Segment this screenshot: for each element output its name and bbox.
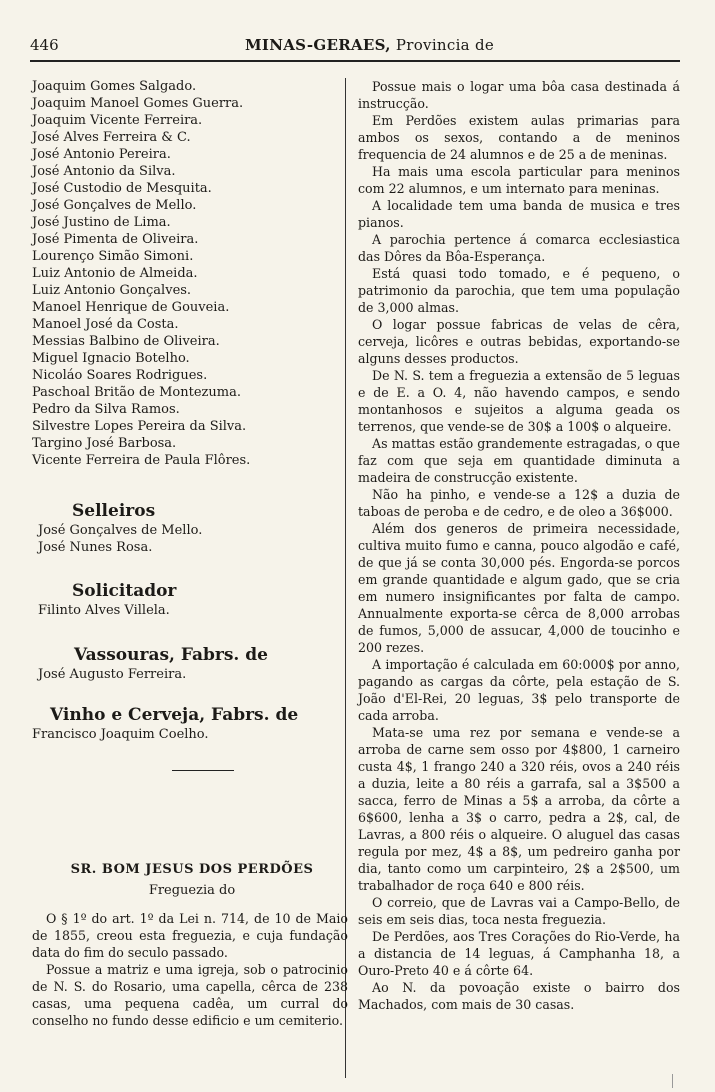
paragraph: A localidade tem uma banda de musica e tres pianos.: [358, 198, 680, 230]
list-item: Paschoal Britão de Montezuma.: [32, 385, 241, 400]
paragraph: O § 1º do art. 1º da Lei n. 714, de 10 de Maio de 1855, creou esta freguezia, e cuja fundação data do fim do seculo passado.: [32, 911, 348, 960]
list-item: Targino José Barbosa.: [32, 436, 177, 451]
section-title: Vinho e Cerveja, Fabrs. de: [50, 705, 299, 725]
list-item: Luiz Antonio de Almeida.: [32, 266, 198, 281]
list-item: José Justino de Lima.: [32, 215, 171, 230]
section-vassouras: [32, 644, 362, 683]
paragraph: Possue mais o logar uma bôa casa destinada á instrucção.: [358, 79, 680, 111]
paragraph: A importação é calculada em 60:000$ por anno, pagando as cargas da côrte, pela estação de S. João d'El-Rei, 20 leguas, 3$ pelo transporte de cada arroba.: [358, 657, 680, 723]
list-item: Joaquim Gomes Salgado.: [32, 79, 197, 94]
paragraph: Mata-se uma rez por semana e vende-se a arroba de carne sem osso por 4$800, 1 carneiro custa 4$, 1 frango 240 a 320 réis, ovos a 240 réis a duzia, leite a 80 réis a garrafa, sal a 3$500 a sacca, ferro de Minas a 5$ a arroba, da côrte a 6$600, lenha a 3$ o carro, pedra a 2$, cal, de Lavras, a 800 réis o alqueire. O aluguel das casas regula por mez, 4$ a 8$, um pedreiro ganha por dia, tanto como um carpinteiro, 2$ a 2$500, um trabalhador de roça 640 e 800 réis.: [358, 725, 680, 893]
list-item: Luiz Antonio Gonçalves.: [32, 283, 192, 298]
left-column: [32, 78, 352, 1028]
list-item: Nicoláo Soares Rodrigues.: [32, 368, 208, 383]
paragraph: Possue a matriz e uma igreja, sob o patrocinio de N. S. do Rosario, uma capella, cêrca de 238 casas, uma pequena cadêa, um curral do conselho no fundo desse edificio e um cemiterio.: [32, 962, 348, 1028]
paragraph: A parochia pertence á comarca ecclesiastica das Dôres da Bôa-Esperança.: [358, 232, 680, 264]
list-item: José Custodio de Mesquita.: [32, 181, 212, 196]
section-title: Selleiros: [72, 501, 156, 521]
paragraph: Não ha pinho, e vende-se a 12$ a duzia de taboas de peroba e de cedro, e de oleo a 36$000.: [358, 487, 680, 519]
list-item: José Nunes Rosa.: [38, 540, 153, 555]
list-item: José Gonçalves de Mello.: [38, 523, 203, 538]
page-edge-mark: [672, 1074, 673, 1088]
list-item: Silvestre Lopes Pereira da Silva.: [32, 419, 247, 434]
section-title: Solicitador: [72, 581, 177, 601]
list-item: Joaquim Vicente Ferreira.: [32, 113, 203, 128]
list-item: Miguel Ignacio Botelho.: [32, 351, 190, 366]
list-item: Vicente Ferreira de Paula Flôres.: [32, 453, 251, 468]
section-vinho-cerveja: [32, 704, 362, 743]
paragraph: O correio, que de Lavras vai a Campo-Bello, de seis em seis dias, toca nesta freguezia.: [358, 895, 680, 927]
header-rule: [30, 60, 680, 62]
parish-text: [32, 910, 348, 1029]
right-column: [358, 78, 680, 1013]
paragraph: Além dos generos de primeira necessidade, cultiva muito fumo e canna, pouco algodão e café, de que já se conta 30,000 pés. Engorda-se porcos em grande quantidade e algum gado, que se cria em numero insignificantes por falta de campo. Annualmente exporta-se cêrca de 8,000 arrobas de fumos, 5,000 de assucar, 4,000 de toucinho e 200 rezes.: [358, 521, 680, 655]
paragraph: Ha mais uma escola particular para meninos com 22 alumnos, e um internato para meninas.: [358, 164, 680, 196]
list-item: Francisco Joaquim Coelho.: [32, 727, 209, 742]
list-item: José Gonçalves de Mello.: [32, 198, 197, 213]
paragraph: Está quasi todo tomado, e é pequeno, o patrimonio da parochia, que tem uma população de 3,000 almas.: [358, 266, 680, 315]
list-item: Joaquim Manoel Gomes Guerra.: [32, 96, 244, 111]
paragraph: De Perdões, aos Tres Corações do Rio-Verde, ha a distancia de 14 leguas, á Camphanha 18, a Ouro-Preto 40 e á côrte 64.: [358, 929, 680, 978]
list-item: José Alves Ferreira & C.: [32, 130, 191, 145]
paragraph: De N. S. tem a freguezia a extensão de 5 leguas e de E. a O. 4, não havendo campos, e sendo montanhosos e sujeitos a alguma geada os terrenos, que vende-se de 30$ a 100$ o alqueire.: [358, 368, 680, 434]
list-item: Lourenço Simão Simoni.: [32, 249, 194, 264]
paragraph: Ao N. da povoação existe o bairro dos Machados, com mais de 30 casas.: [358, 980, 680, 1012]
section-separator: [172, 770, 234, 771]
section-selleiros: [32, 500, 362, 556]
section-solicitador: [32, 580, 362, 619]
paragraph: O logar possue fabricas de velas de cêra, cerveja, licôres e outras bebidas, exportando-se alguns desses productos.: [358, 317, 680, 366]
list-item: Messias Balbino de Oliveira.: [32, 334, 220, 349]
list-item: Pedro da Silva Ramos.: [32, 402, 180, 417]
list-item: Filinto Alves Villela.: [38, 603, 170, 618]
list-item: Manoel Henrique de Gouveia.: [32, 300, 230, 315]
list-item: José Antonio Pereira.: [32, 147, 171, 162]
name-list: [32, 78, 352, 469]
list-item: José Antonio da Silva.: [32, 164, 176, 179]
running-title: [245, 36, 494, 54]
page-number: 446: [30, 36, 59, 54]
paragraph: As mattas estão grandemente estragadas, o que faz com que seja em quantidade diminuta a madeira de construcção existente.: [358, 436, 680, 485]
section-names: [32, 666, 362, 683]
running-title-main: MINAS-GERAES,: [245, 36, 391, 54]
page-header: [30, 36, 680, 58]
section-names: [32, 522, 362, 556]
list-item: Manoel José da Costa.: [32, 317, 179, 332]
paragraph: Em Perdões existem aulas primarias para ambos os sexos, contando a de meninos frequencia de 24 alumnos e de 25 a de meninas.: [358, 113, 680, 162]
list-item: José Augusto Ferreira.: [38, 667, 187, 682]
section-names: [32, 602, 362, 619]
running-title-sub: Provincia de: [395, 36, 495, 54]
section-title: Vassouras, Fabrs. de: [74, 645, 268, 665]
list-item: José Pimenta de Oliveira.: [32, 232, 199, 247]
parish-subtitle: Freguezia do: [148, 883, 236, 898]
section-names: [32, 726, 362, 743]
parish-title: SR. BOM JESUS DOS PERDÕES: [70, 862, 314, 877]
